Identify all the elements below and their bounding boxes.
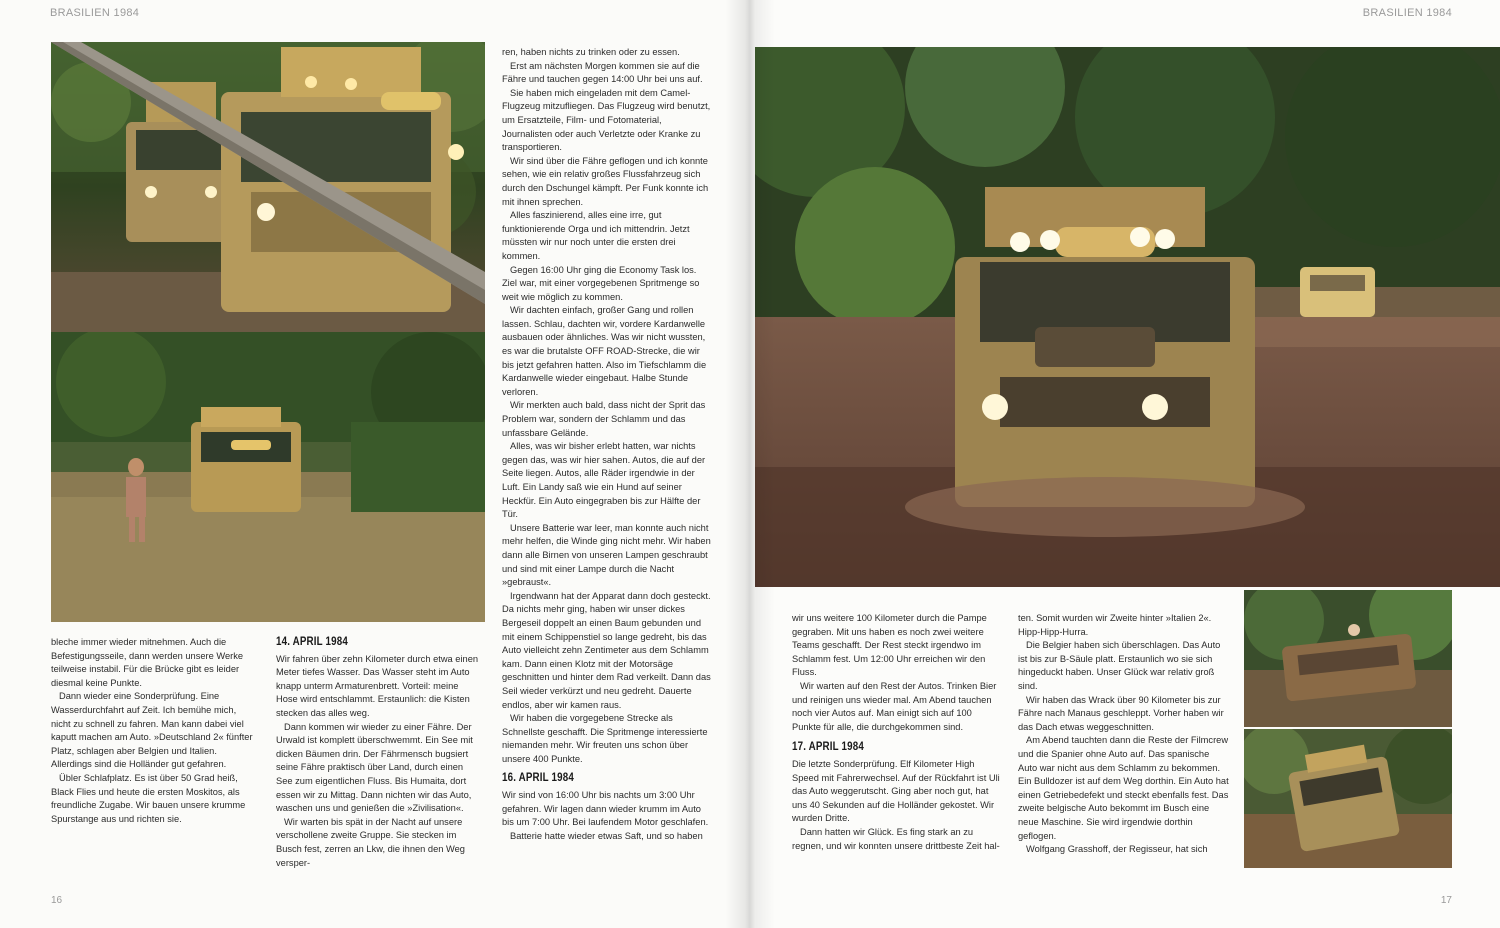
paragraph: Wir haben das Wrack über 90 Kilometer bis zur Fähre nach Manaus geschleppt. Vorher haben wir das Dach etwas weggeschnitten.	[1018, 694, 1224, 732]
paragraph: Wir dachten einfach, großer Gang und rollen lassen. Schlau, dachten wir, vordere Kardanwelle ausbauen oder ähnliches. Was wir nicht wussten, es war die brutalste OFF ROAD-Strecke, die wir bis jetzt gefahren hatten. Also im Tiefschlamm die Kardanwelle wieder eingebaut. Halbe Stunde verloren.	[502, 305, 707, 397]
left-column-3	[502, 46, 711, 843]
paragraph: Wir merkten auch bald, dass nicht der Sprit das Problem war, sondern der Schlamm und das unfassbare Gelände.	[502, 400, 706, 438]
paragraph: Dann wieder eine Sonderprüfung. Eine Wasserdurchfahrt auf Zeit. Ich bemühe mich, nicht zu schnell zu fahren. Man kann dabei viel kaputt machen am Auto. »Deutschland 2« fünfter Platz, schlagen aber Belgien und Italien. Allerdings sind die Holländer gut gefahren.	[51, 691, 253, 770]
paragraph: Wir haben die vorgegebene Strecke als Schnellste geschafft. Die Spritmenge interessierte niemanden mehr. Wir freuten uns schon über unsere 400 Punkte.	[502, 713, 708, 764]
photo-overturned-truck	[1244, 590, 1452, 727]
left-column-2	[276, 632, 481, 870]
right-column-1	[792, 612, 1002, 853]
paragraph: Dann hatten wir Glück. Es fing stark an zu regnen, und wir konnten unsere drittbeste Zeit hal-	[792, 826, 1000, 851]
paragraph: ten. Somit wurden wir Zweite hinter »Italien 2«. Hipp-Hipp-Hurra.	[1018, 613, 1212, 637]
photo-camel-trucks-jungle	[51, 42, 485, 332]
paragraph: Übler Schlafplatz. Es ist über 50 Grad heiß, Black Flies und heute die ersten Moskitos, als freundliche Zugabe. Wir bauen unsere krumme Spurstange aus und richten sie.	[51, 772, 246, 824]
photo-truck-wading-river	[51, 332, 485, 622]
paragraph: Wir sind über die Fähre geflogen und ich konnte sehen, wie ein relativ großes Flussfahrzeug sich durch den Dschungel kämpft. Per Funk konnte ich mit ihnen sprechen.	[502, 155, 709, 207]
paragraph: Wir warten bis spät in der Nacht auf unsere verschollene zweite Gruppe. Sie stecken im Busch fest, zerren an Lkw, die ihnen den Weg versper-	[276, 816, 465, 868]
right-column-2	[1018, 612, 1230, 857]
running-head-right: BRASILIEN 1984	[1362, 7, 1452, 19]
paragraph: Erst am nächsten Morgen kommen sie auf die Fähre und tauchen gegen 14:00 Uhr bei uns auf.	[502, 60, 703, 85]
page-number-left: 16	[51, 895, 63, 906]
paragraph: Alles, was wir bisher erlebt hatten, war nichts gegen das, was wir hier sahen. Autos, die auf der Seite liegen. Autos, alle Räder irgendwie in der Luft. Ein Landy saß wie ein Hund auf seiner Heckfür. Ein Auto eingegraben bis zur Hälfte der Tür.	[502, 441, 706, 520]
paragraph: Alles faszinierend, alles eine irre, gut funktionierende Orga und ich mittendrin. Jetzt müssten wir nur noch unter die ersten drei kommen.	[502, 210, 690, 261]
paragraph: Wolfgang Grasshoff, der Regisseur, hat sich	[1026, 844, 1208, 855]
page-number-right: 17	[1440, 895, 1452, 906]
paragraph: Die Belgier haben sich überschlagen. Das Auto ist bis zur B-Säule platt. Erstaunlich wo sie sich hingeduckt haben. Unser Glück war relativ groß sind.	[1018, 640, 1221, 691]
paragraph: Gegen 16:00 Uhr ging die Economy Task los. Ziel war, mit einer vorgegebenen Spritmenge so weit wie möglich zu kommen.	[502, 264, 700, 302]
paragraph: Wir fahren über zehn Kilometer durch etwa einen Meter tiefes Wasser. Das Wasser steht im Auto knapp unterm Armaturenbrett. Vorteil: meine Hose wird entschlammt. Erstaunlich: die Kisten stecken das alles weg.	[276, 653, 479, 718]
paragraph: Wir warten auf den Rest der Autos. Trinken Bier und reinigen uns wieder mal. Am Abend tauchen noch vier Autos auf. Man einigt sich auf 100 Punkte für alle, die durchgekommen sind.	[792, 680, 997, 732]
running-head-left: BRASILIEN 1984	[50, 7, 140, 19]
date-heading: 14. APRIL 1984	[276, 636, 348, 648]
paragraph: Sie haben mich eingeladen mit dem Camel-Flugzeug mitzufliegen. Das Flugzeug wird benutzt, um Ersatzteile, Film- und Fotomaterial, Journalisten oder auch Verletzte oder Kranke zu transportieren.	[502, 87, 711, 153]
photo-truck-in-mud	[1244, 729, 1452, 868]
left-column-1	[51, 636, 254, 826]
paragraph: ren, haben nichts zu trinken oder zu essen.	[502, 47, 680, 57]
paragraph: Wir sind von 16:00 Uhr bis nachts um 3:00 Uhr gefahren. Wir lagen dann wieder krumm im Auto bis um 7:00 Uhr. Bei laufendem Motor geschlafen.	[502, 790, 709, 828]
paragraph: Irgendwann hat der Apparat dann doch gesteckt. Da nichts mehr ging, haben wir unser dickes Bergeseil doppelt an einen Baum gebunden und mit einem Schippenstiel so lange gedreht, bis das Auto vielleicht zehn Zentimeter aus dem Schlamm kam. Dann einen Klotz mit der Motorsäge geschnitten und hinter dem Rad verkeilt. Dann das Seil wieder verkürzt und neu gedreht. Dauerte endlos, aber wir kamen raus.	[502, 590, 711, 710]
paragraph: Die letzte Sonderprüfung. Elf Kilometer High Speed mit Fahrerwechsel. Auf der Rückfahrt ist Uli das Auto weggerutscht. Ging aber noch gut, hat uns 40 Sekunden auf die Holländer gekostet. Wir wurden Dritte.	[792, 758, 1000, 824]
date-heading: 17. APRIL 1984	[792, 741, 864, 754]
paragraph: Unsere Batterie war leer, man konnte auch nicht mehr helfen, die Winde ging nicht mehr. Wir haben dann alle Birnen von unseren Lampen geschraubt und sind mit einer Lampe durch die Nacht »gebraust«.	[502, 522, 711, 588]
date-heading: 16. APRIL 1984	[502, 772, 574, 785]
paragraph: Am Abend tauchten dann die Reste der Filmcrew und die Spanier ohne Auto auf. Das spanische Auto war nicht aus dem Schlamm zu bekommen. Ein Bulldozer ist auf dem Weg dorthin. Ein Auto hat einen Getriebedefekt und steckt ebenfalls fest. Das zweite belgische Auto bekommt im Busch eine neue Maschine. Sie wird irgendwie dorthin geflogen.	[1018, 735, 1229, 841]
paragraph: wir uns weitere 100 Kilometer durch die Pampe gegraben. Mit uns haben es noch zwei weitere Teams geschafft. Der Rest steckt irgendwo im Schlamm fest. Um 12:00 Uhr erreichen wir den Fluss.	[792, 613, 987, 678]
paragraph: Dann kommen wir wieder zu einer Fähre. Der Urwald ist komplett überschwemmt. Ein See mit dicken Bäumen drin. Der Fährmensch bugsiert seine Fähre praktisch über Land, durch einen See zum eigentlichen Fluss. Bis Humaita, dort essen wir zu Mittag. Dann nichten wir das Auto, waschen uns und genießen die »Zivilisation«.	[276, 721, 473, 814]
paragraph: bleche immer wieder mitnehmen. Auch die Befestigungsseile, dann werden unsere Werke teilweise instabil. Für die Brücke gibt es leider diesmal keine Punkte.	[51, 637, 244, 688]
right-page	[750, 0, 1500, 928]
photo-camel-truck-flooded-road	[755, 47, 1500, 587]
paragraph: Batterie hatte wieder etwas Saft, und so haben	[510, 830, 703, 841]
